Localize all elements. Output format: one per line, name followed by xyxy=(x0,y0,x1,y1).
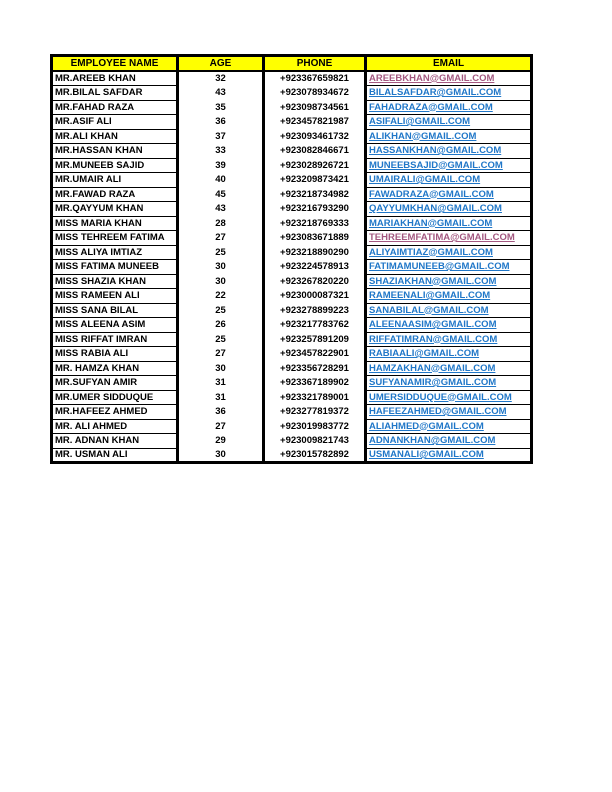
cell-phone: +923257891209 xyxy=(264,332,366,347)
cell-employee-name: MR. USMAN ALI xyxy=(52,448,178,463)
email-link[interactable]: ASIFALI@GMAIL.COM xyxy=(369,116,471,127)
cell-phone: +923028926721 xyxy=(264,158,366,173)
table-row xyxy=(52,216,532,231)
cell-email xyxy=(366,129,532,144)
table-row xyxy=(52,100,532,115)
email-link[interactable]: RAMEENALI@GMAIL.COM xyxy=(369,290,491,301)
email-link[interactable]: BILALSAFDAR@GMAIL.COM xyxy=(369,87,502,98)
cell-phone: +923367189902 xyxy=(264,376,366,391)
cell-phone: +923457822901 xyxy=(264,347,366,362)
cell-employee-name: MR.QAYYUM KHAN xyxy=(52,202,178,217)
cell-age: 45 xyxy=(178,187,264,202)
cell-email xyxy=(366,303,532,318)
cell-employee-name: MISS MARIA KHAN xyxy=(52,216,178,231)
cell-age: 36 xyxy=(178,115,264,130)
cell-age: 36 xyxy=(178,405,264,420)
cell-phone: +923224578913 xyxy=(264,260,366,275)
email-link[interactable]: HASSANKHAN@GMAIL.COM xyxy=(369,145,502,156)
cell-email xyxy=(366,289,532,304)
email-link[interactable]: MUNEEBSAJID@GMAIL.COM xyxy=(369,159,503,171)
cell-phone: +923082846671 xyxy=(264,144,366,159)
cell-email xyxy=(366,448,532,463)
cell-email xyxy=(366,405,532,420)
cell-employee-name: MR. HAMZA KHAN xyxy=(52,361,178,376)
cell-age: 30 xyxy=(178,448,264,463)
email-link[interactable]: FAWADRAZA@GMAIL.COM xyxy=(369,188,494,200)
table-row xyxy=(52,231,532,246)
header-phone: PHONE xyxy=(264,56,366,72)
email-link[interactable]: HAMZAKHAN@GMAIL.COM xyxy=(369,362,496,374)
cell-age: 25 xyxy=(178,332,264,347)
table-row xyxy=(52,318,532,333)
cell-phone: +923093461732 xyxy=(264,129,366,144)
cell-phone: +923367659821 xyxy=(264,71,366,86)
cell-email xyxy=(366,332,532,347)
cell-email xyxy=(366,187,532,202)
cell-email xyxy=(366,115,532,130)
cell-age: 25 xyxy=(178,245,264,260)
cell-phone: +923356728291 xyxy=(264,361,366,376)
cell-age: 27 xyxy=(178,347,264,362)
cell-email xyxy=(366,434,532,449)
table-row xyxy=(52,202,532,217)
table-row xyxy=(52,289,532,304)
table-row xyxy=(52,332,532,347)
cell-email xyxy=(366,245,532,260)
email-link[interactable]: RIFFATIMRAN@GMAIL.COM xyxy=(369,333,498,345)
email-link[interactable]: HAFEEZAHMED@GMAIL.COM xyxy=(369,406,507,417)
table-row xyxy=(52,390,532,405)
header-employee-name: EMPLOYEE NAME xyxy=(52,56,178,72)
table-row xyxy=(52,129,532,144)
header-age: AGE xyxy=(178,56,264,72)
cell-age: 27 xyxy=(178,419,264,434)
cell-phone: +923078934672 xyxy=(264,86,366,101)
cell-age: 43 xyxy=(178,202,264,217)
table-row xyxy=(52,144,532,159)
table-row xyxy=(52,303,532,318)
cell-email xyxy=(366,158,532,173)
cell-age: 31 xyxy=(178,390,264,405)
table-row xyxy=(52,173,532,188)
cell-phone: +923218890290 xyxy=(264,245,366,260)
email-link[interactable]: ADNANKHAN@GMAIL.COM xyxy=(369,435,496,446)
cell-email xyxy=(366,231,532,246)
email-link[interactable]: ALIYAIMTIAZ@GMAIL.COM xyxy=(369,246,493,258)
cell-email xyxy=(366,274,532,289)
cell-age: 31 xyxy=(178,376,264,391)
cell-age: 28 xyxy=(178,216,264,231)
email-link[interactable]: FATIMAMUNEEB@GMAIL.COM xyxy=(369,261,510,272)
table-row xyxy=(52,187,532,202)
cell-employee-name: MISS RIFFAT IMRAN xyxy=(52,332,178,347)
table-row xyxy=(52,115,532,130)
cell-employee-name: MISS ALEENA ASIM xyxy=(52,318,178,333)
email-link[interactable]: UMERSIDDUQUE@GMAIL.COM xyxy=(369,391,512,403)
cell-email xyxy=(366,202,532,217)
table-row xyxy=(52,260,532,275)
cell-age: 30 xyxy=(178,260,264,275)
cell-email xyxy=(366,361,532,376)
table-row xyxy=(52,405,532,420)
table-row xyxy=(52,274,532,289)
cell-age: 30 xyxy=(178,274,264,289)
cell-age: 35 xyxy=(178,100,264,115)
header-row xyxy=(52,56,532,72)
cell-employee-name: MR.FAWAD RAZA xyxy=(52,187,178,202)
cell-phone: +923321789001 xyxy=(264,390,366,405)
table-row xyxy=(52,245,532,260)
cell-age: 40 xyxy=(178,173,264,188)
cell-age: 22 xyxy=(178,289,264,304)
cell-phone: +923218734982 xyxy=(264,187,366,202)
cell-employee-name: MR. ADNAN KHAN xyxy=(52,434,178,449)
cell-phone: +923209873421 xyxy=(264,173,366,188)
cell-phone: +923267820220 xyxy=(264,274,366,289)
cell-employee-name: MR.MUNEEB SAJID xyxy=(52,158,178,173)
table-row xyxy=(52,419,532,434)
cell-email xyxy=(366,390,532,405)
email-link[interactable]: QAYYUMKHAN@GMAIL.COM xyxy=(369,203,502,214)
cell-email xyxy=(366,376,532,391)
cell-employee-name: MR.HAFEEZ AHMED xyxy=(52,405,178,420)
cell-employee-name: MISS FATIMA MUNEEB xyxy=(52,260,178,275)
cell-phone: +923019983772 xyxy=(264,419,366,434)
cell-employee-name: MISS RAMEEN ALI xyxy=(52,289,178,304)
cell-phone: +923277819372 xyxy=(264,405,366,420)
cell-email xyxy=(366,86,532,101)
cell-age: 33 xyxy=(178,144,264,159)
cell-age: 29 xyxy=(178,434,264,449)
table-row xyxy=(52,448,532,463)
cell-employee-name: MR.SUFYAN AMIR xyxy=(52,376,178,391)
table-row xyxy=(52,71,532,86)
table-body xyxy=(52,71,532,463)
email-link[interactable]: AREEBKHAN@GMAIL.COM xyxy=(369,72,495,84)
cell-age: 43 xyxy=(178,86,264,101)
cell-phone: +923009821743 xyxy=(264,434,366,449)
cell-employee-name: MR.FAHAD RAZA xyxy=(52,100,178,115)
cell-age: 37 xyxy=(178,129,264,144)
cell-phone: +923278899223 xyxy=(264,303,366,318)
cell-employee-name: MR.UMER SIDDUQUE xyxy=(52,390,178,405)
table-row xyxy=(52,376,532,391)
cell-email xyxy=(366,100,532,115)
email-link[interactable]: MARIAKHAN@GMAIL.COM xyxy=(369,217,493,229)
cell-age: 26 xyxy=(178,318,264,333)
email-link[interactable]: ALIKHAN@GMAIL.COM xyxy=(369,130,477,142)
email-link[interactable]: UMAIRALI@GMAIL.COM xyxy=(369,174,481,185)
email-link[interactable]: SHAZIAKHAN@GMAIL.COM xyxy=(369,275,497,287)
cell-employee-name: MISS ALIYA IMTIAZ xyxy=(52,245,178,260)
cell-employee-name: MR.UMAIR ALI xyxy=(52,173,178,188)
table-row xyxy=(52,347,532,362)
cell-employee-name: MISS SHAZIA KHAN xyxy=(52,274,178,289)
cell-age: 30 xyxy=(178,361,264,376)
cell-email xyxy=(366,260,532,275)
cell-age: 32 xyxy=(178,71,264,86)
cell-employee-name: MISS TEHREEM FATIMA xyxy=(52,231,178,246)
cell-email xyxy=(366,347,532,362)
cell-email xyxy=(366,144,532,159)
email-link[interactable]: SANABILAL@GMAIL.COM xyxy=(369,304,489,316)
cell-age: 27 xyxy=(178,231,264,246)
cell-phone: +923083671889 xyxy=(264,231,366,246)
cell-age: 39 xyxy=(178,158,264,173)
cell-phone: +923217783762 xyxy=(264,318,366,333)
cell-email xyxy=(366,419,532,434)
table-row xyxy=(52,158,532,173)
cell-email xyxy=(366,216,532,231)
cell-email xyxy=(366,318,532,333)
cell-employee-name: MR.AREEB KHAN xyxy=(52,71,178,86)
table-row xyxy=(52,434,532,449)
cell-employee-name: MR.BILAL SAFDAR xyxy=(52,86,178,101)
email-link[interactable]: FAHADRAZA@GMAIL.COM xyxy=(369,101,493,113)
cell-employee-name: MR. ALI AHMED xyxy=(52,419,178,434)
cell-employee-name: MR.ALI KHAN xyxy=(52,129,178,144)
table-row xyxy=(52,361,532,376)
table-row xyxy=(52,86,532,101)
email-link[interactable]: ALIAHMED@GMAIL.COM xyxy=(369,420,484,432)
email-link[interactable]: USMANALI@GMAIL.COM xyxy=(369,449,484,460)
email-link[interactable]: RABIAALI@GMAIL.COM xyxy=(369,348,480,359)
cell-employee-name: MR.HASSAN KHAN xyxy=(52,144,178,159)
cell-email xyxy=(366,71,532,86)
cell-phone: +923457821987 xyxy=(264,115,366,130)
employee-table xyxy=(50,54,533,464)
cell-age: 25 xyxy=(178,303,264,318)
cell-email xyxy=(366,173,532,188)
cell-phone: +923218769333 xyxy=(264,216,366,231)
cell-employee-name: MR.ASIF ALI xyxy=(52,115,178,130)
cell-employee-name: MISS RABIA ALI xyxy=(52,347,178,362)
email-link[interactable]: ALEENAASIM@GMAIL.COM xyxy=(369,319,497,330)
cell-phone: +923098734561 xyxy=(264,100,366,115)
email-link[interactable]: SUFYANAMIR@GMAIL.COM xyxy=(369,377,497,388)
cell-phone: +923015782892 xyxy=(264,448,366,463)
cell-phone: +923216793290 xyxy=(264,202,366,217)
cell-employee-name: MISS SANA BILAL xyxy=(52,303,178,318)
header-email: EMAIL xyxy=(366,56,532,72)
email-link[interactable]: TEHREEMFATIMA@GMAIL.COM xyxy=(369,232,515,243)
cell-phone: +923000087321 xyxy=(264,289,366,304)
